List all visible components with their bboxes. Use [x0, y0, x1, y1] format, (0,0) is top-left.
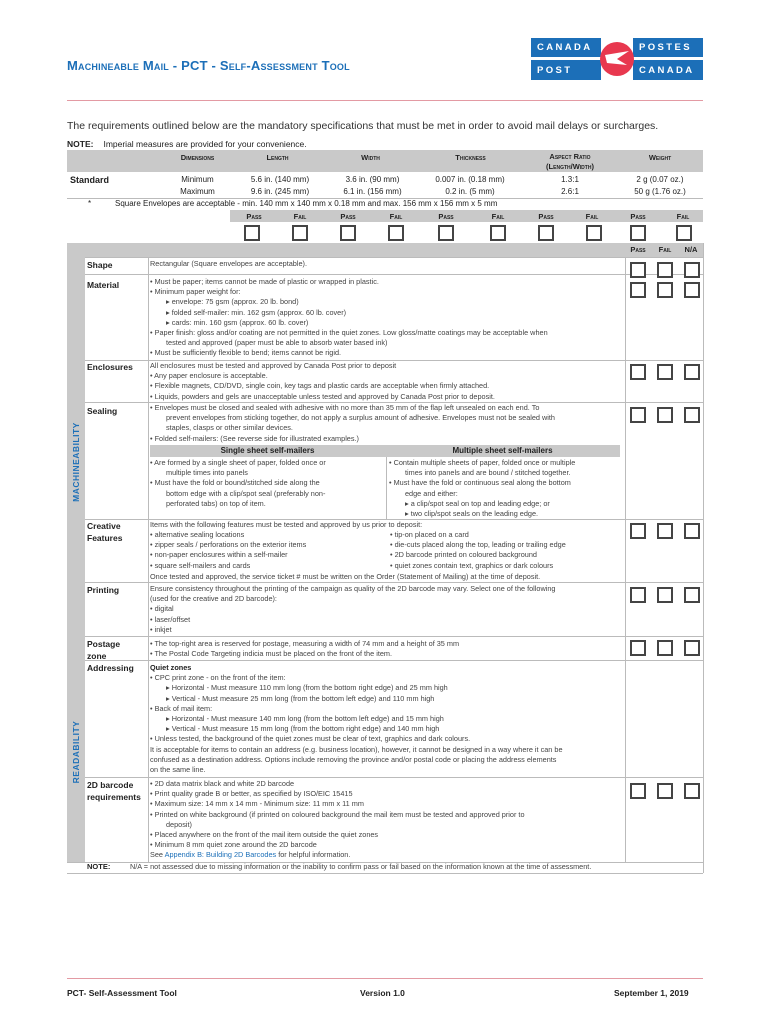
logo-postes: POSTES [633, 38, 703, 57]
sealing-fail-checkbox[interactable] [657, 407, 673, 423]
material-text [150, 277, 548, 359]
appendix-b-link[interactable]: Appendix B: Building 2D Barcodes [164, 850, 277, 860]
width-pass-label: Pass [340, 212, 356, 221]
aspect-pass-label: Pass [538, 212, 554, 221]
material-fail-checkbox[interactable] [657, 282, 673, 298]
enclosures-pass-checkbox[interactable] [630, 364, 646, 380]
postage-line: • The Postal Code Targeting indicia must be placed on the front of the item. [150, 649, 393, 659]
barcode-line: • Placed anywhere on the front of the mail item outside the quiet zones [150, 830, 379, 840]
addressing-line: It is acceptable for items to contain an address (e.g. business location), however, it cannot be designed in a way where it can be [150, 744, 563, 754]
creative-na-checkbox[interactable] [684, 523, 700, 539]
creative-item: • die-cuts placed along the top, leading or trailing edge [390, 540, 566, 550]
postage-line: • The top-right area is reserved for postage, measuring a width of 74 mm and a height of 35 mm [150, 639, 460, 648]
note-label: NOTE: [67, 139, 94, 149]
material-na-checkbox[interactable] [684, 282, 700, 298]
section-shape: Shape [87, 260, 113, 270]
material-line: ▸ envelope: 75 gsm (approx. 20 lb. bond) [166, 297, 299, 307]
barcode-line: • Minimum 8 mm quiet zone around the 2D barcode [150, 840, 317, 850]
width-fail-label: Fail [389, 212, 403, 221]
enclosures-text [150, 361, 495, 402]
addressing-line: • CPC print zone - on the front of the item: [150, 673, 286, 683]
printing-text [150, 584, 555, 635]
material-line: • Must be sufficiently flexible to bend; items cannot be rigid. [150, 348, 342, 358]
printing-pass-checkbox[interactable] [630, 587, 646, 603]
addressing-line: ▸ Vertical - Must measure 25 mm long (from the bottom left edge) and 110 mm high [166, 693, 435, 703]
footer-divider [67, 978, 703, 979]
section-postage: Postage [87, 639, 121, 649]
max-thickness: 0.2 in. (5 mm) [445, 187, 495, 196]
section-creative: Creative [87, 521, 121, 531]
length-fail-label: Fail [293, 212, 307, 221]
min-width: 3.6 in. (90 mm) [345, 175, 400, 184]
creative-item: • non-paper enclosures within a self-mailer [150, 550, 288, 560]
na-note-text: N/A = not assessed due to missing information or the inability to confirm pass or fail based on the information known at the time of assessment. [130, 862, 592, 871]
barcode-see: See [150, 850, 165, 860]
addressing-line: ▸ Horizontal - Must measure 140 mm long (from the bottom left edge) and 15 mm high [166, 714, 444, 724]
sealing-line: • Folded self-mailers: (See reverse side for illustrated examples.) [150, 433, 359, 443]
material-line: ▸ folded self-mailer: min. 162 gsm (approx. 60 lb. cover) [166, 307, 347, 317]
section-zone: zone [87, 651, 107, 661]
addressing-line: confused as a destination address. Options include removing the province and/or postal code or placing the address elements [150, 754, 557, 764]
addressing-line: ▸ Horizontal - Must measure 110 mm long (from the bottom right edge) and 25 mm high [166, 683, 448, 693]
header-thickness: Thickness [455, 153, 486, 162]
printing-line: • laser/offset [150, 614, 191, 624]
max-aspect: 2.6:1 [561, 187, 579, 196]
addressing-line: • Back of mail item: [150, 703, 213, 713]
barcode-pass-checkbox[interactable] [630, 783, 646, 799]
addressing-text [150, 663, 563, 775]
material-line: ▸ cards: min. 160 gsm (approx. 60 lb. cover) [166, 317, 309, 327]
single-line: • Must have the fold or bound/stitched side along the [150, 478, 320, 488]
maximum-label: Maximum [180, 187, 215, 196]
col-fail: Fail [658, 245, 672, 254]
barcode-line: • Print quality grade B or better, as specified by ISO/EIC 15415 [150, 789, 353, 799]
col-na: N/A [684, 245, 698, 254]
col-pass: Pass [630, 245, 646, 254]
sealing-line: prevent envelopes from sticking together, do not apply a surplus amount of adhesive. Envelopes must not be sealed with [166, 413, 555, 423]
material-line: tested and approved (paper must be able to absorb water based ink) [166, 338, 388, 348]
section-printing: Printing [87, 585, 120, 595]
single-line: bottom edge with a clip/spot seal (preferably non- [166, 488, 326, 498]
shape-pass-checkbox[interactable] [630, 262, 646, 278]
creative-item: • tip-on placed on a card [390, 530, 469, 539]
multi-line: ▸ a clip/spot seal on top and leading edge; or [405, 498, 550, 508]
multiple-sheet-heading: Multiple sheet self-mailers [452, 446, 553, 455]
footnote-star: * [88, 199, 92, 208]
main-table-header [67, 243, 703, 257]
top-divider [67, 100, 703, 101]
section-addressing: Addressing [87, 663, 134, 673]
note-text: Imperial measures are provided for your convenience. [103, 139, 307, 149]
sealing-na-checkbox[interactable] [684, 407, 700, 423]
length-pass-label: Pass [246, 212, 262, 221]
length-fail-checkbox[interactable] [292, 225, 308, 241]
creative-pass-checkbox[interactable] [630, 523, 646, 539]
printing-fail-checkbox[interactable] [657, 587, 673, 603]
logo-canada-en: CANADA [531, 38, 601, 57]
logo-canada-fr: CANADA [633, 60, 703, 80]
machineability-label: MACHINEABILITY [71, 422, 81, 502]
enclosures-line: • Any paper enclosure is acceptable. [150, 371, 268, 381]
postage-text [150, 639, 459, 659]
weight-fail-label: Fail [676, 212, 690, 221]
sealing-pass-checkbox[interactable] [630, 407, 646, 423]
min-thickness: 0.007 in. (0.18 mm) [435, 175, 505, 184]
printing-line: (used for the creative and 2D barcode): [150, 594, 277, 604]
barcode-line: • Printed on white background (if printed on coloured background the mail item must be tested and approved prior to [150, 809, 525, 819]
material-line: • Minimum paper weight for: [150, 287, 241, 297]
length-pass-checkbox[interactable] [244, 225, 260, 241]
min-length: 5.6 in. (140 mm) [250, 175, 310, 184]
multi-line: edge and either: [405, 488, 458, 498]
postage-pass-checkbox[interactable] [630, 640, 646, 656]
single-sheet-heading: Single sheet self-mailers [220, 446, 315, 455]
addressing-line: • Unless tested, the background of the quiet zones must be clear of text, graphics and dark colours. [150, 734, 471, 744]
aspect-pass-checkbox[interactable] [538, 225, 554, 241]
shape-na-checkbox[interactable] [684, 262, 700, 278]
postage-fail-checkbox[interactable] [657, 640, 673, 656]
aspect-fail-label: Fail [585, 212, 599, 221]
printing-na-checkbox[interactable] [684, 587, 700, 603]
header-dimensions: Dimensions [180, 153, 215, 162]
printing-line: • inkjet [150, 624, 172, 634]
weight-pass-label: Pass [630, 212, 646, 221]
sealing-text [150, 403, 555, 444]
creative-item: • quiet zones contain text, graphics or dark colours [390, 560, 554, 570]
multi-line: • Contain multiple sheets of paper, folded once or multiple [389, 458, 576, 467]
readability-label: READABILITY [71, 720, 81, 784]
postage-na-checkbox[interactable] [684, 640, 700, 656]
printing-line: • digital [150, 604, 174, 614]
width-fail-checkbox[interactable] [388, 225, 404, 241]
canada-post-logo [531, 38, 703, 80]
barcode-text [150, 779, 525, 861]
min-weight: 2 g (0.07 oz.) [636, 175, 684, 184]
creative-after-text: Once tested and approved, the service ticket # must be written on the Order (Statement of Mailing) at the time of deposit. [150, 572, 541, 581]
header-aspect-sub: (Length/Width) [546, 162, 594, 171]
logo-post: POST [531, 60, 601, 80]
sealing-line: • Envelopes must be closed and sealed with adhesive with no more than 35 mm of the flap left unsealed on each end. To [150, 403, 540, 412]
min-aspect: 1.3:1 [561, 175, 579, 184]
multi-line: ▸ two clip/spot seals on the leading edge. [405, 509, 539, 519]
sealing-line: staples, clasps or other similar devices. [166, 423, 293, 433]
section-features: Features [87, 533, 123, 543]
imperial-note [67, 139, 307, 149]
barcode-na-checkbox[interactable] [684, 783, 700, 799]
barcode-line: • Maximum size: 14 mm x 14 mm - Minimum size: 11 mm x 11 mm [150, 799, 364, 809]
aspect-fail-checkbox[interactable] [586, 225, 602, 241]
addressing-line: on the same line. [150, 765, 206, 775]
enclosures-line: • Liquids, powders and gels are unacceptable unless tested and approved by Canada Post prior to deposit. [150, 391, 495, 401]
max-width: 6.1 in. (156 mm) [343, 187, 402, 196]
enclosures-line: All enclosures must be tested and approved by Canada Post prior to deposit [150, 361, 397, 370]
material-pass-checkbox[interactable] [630, 282, 646, 298]
enclosures-fail-checkbox[interactable] [657, 364, 673, 380]
multiple-sheet-text [389, 458, 575, 519]
header-length: Length [266, 153, 289, 162]
creative-item: • zipper seals / perforations on the exterior items [150, 540, 307, 550]
barcode-fail-checkbox[interactable] [657, 783, 673, 799]
creative-item: • alternative sealing locations [150, 530, 245, 539]
weight-pass-checkbox[interactable] [630, 225, 646, 241]
addressing-line: Quiet zones [150, 663, 192, 672]
creative-item: • square self-mailers and cards [150, 560, 251, 570]
section-enclosures: Enclosures [87, 362, 133, 372]
thickness-pass-checkbox[interactable] [438, 225, 454, 241]
thickness-fail-label: Fail [491, 212, 505, 221]
thickness-pass-label: Pass [438, 212, 454, 221]
section-sealing: Sealing [87, 406, 118, 416]
creative-right-list [390, 530, 566, 571]
header-width: Width [361, 153, 380, 162]
max-weight: 50 g (1.76 oz.) [634, 187, 686, 196]
minimum-label: Minimum [181, 175, 214, 184]
eagle-icon [599, 41, 635, 77]
shape-fail-checkbox[interactable] [657, 262, 673, 278]
barcode-line: • 2D data matrix black and white 2D barcode [150, 779, 295, 788]
width-pass-checkbox[interactable] [340, 225, 356, 241]
creative-left-list [150, 530, 306, 571]
single-sheet-text [150, 458, 326, 509]
footer-title: PCT- Self-Assessment Tool [67, 988, 177, 998]
max-length: 9.6 in. (245 mm) [250, 187, 310, 196]
intro-text: The requirements outlined below are the mandatory specifications that must be met in order to avoid mail delays or surcharges. [67, 120, 659, 132]
multi-line: • Must have the fold or continuous seal along the bottom [389, 478, 571, 488]
single-line: multiple times into panels [166, 468, 248, 478]
barcode-after: for helpful information. [276, 850, 351, 860]
creative-item: • 2D barcode printed on coloured background [390, 550, 537, 560]
material-line: • Paper finish: gloss and/or coating are not permitted in the quiet zones. Low gloss/matte coatings may be acceptable when [150, 328, 548, 338]
footer-version: Version 1.0 [360, 988, 405, 998]
enclosures-na-checkbox[interactable] [684, 364, 700, 380]
addressing-line: ▸ Vertical - Must measure 15 mm long (from the bottom right edge) and 140 mm high [166, 724, 440, 734]
single-line: perforated tabs) on top of item. [166, 498, 266, 508]
single-line: • Are formed by a single sheet of paper, folded once or [150, 458, 326, 467]
thickness-fail-checkbox[interactable] [490, 225, 506, 241]
header-weight: Weight [648, 153, 672, 162]
material-line: • Must be paper; items cannot be made of plastic or wrapped in plastic. [150, 277, 379, 286]
note-bottom-label: NOTE: [87, 862, 111, 871]
shape-text: Rectangular (Square envelopes are acceptable). [150, 259, 307, 268]
creative-intro: Items with the following features must be tested and approved by us prior to deposit: [150, 520, 423, 529]
header-aspect: Aspect Ratio [549, 152, 591, 161]
standard-label: Standard [70, 175, 110, 185]
section-requirements: requirements [87, 792, 141, 802]
multi-line: times into panels and are bound / stitched together. [405, 468, 571, 478]
section-2d-barcode: 2D barcode [87, 780, 134, 790]
weight-fail-checkbox[interactable] [676, 225, 692, 241]
barcode-line: deposit) [166, 819, 192, 829]
printing-line: Ensure consistency throughout the printing of the campaign as quality of the 2D barcode may vary. Select one of the following [150, 584, 556, 593]
creative-fail-checkbox[interactable] [657, 523, 673, 539]
enclosures-line: • Flexible magnets, CD/DVD, single coin, key tags and plastic cards are acceptable when firmly attached. [150, 381, 490, 391]
footer-date: September 1, 2019 [614, 988, 689, 998]
section-material: Material [87, 280, 120, 290]
square-envelope-footnote: Square Envelopes are acceptable - min. 140 mm x 140 mm x 0.18 mm and max. 156 mm x 156 mm x 5 mm [115, 199, 498, 208]
page-title: Machineable Mail - PCT - Self-Assessment Tool [67, 58, 350, 73]
